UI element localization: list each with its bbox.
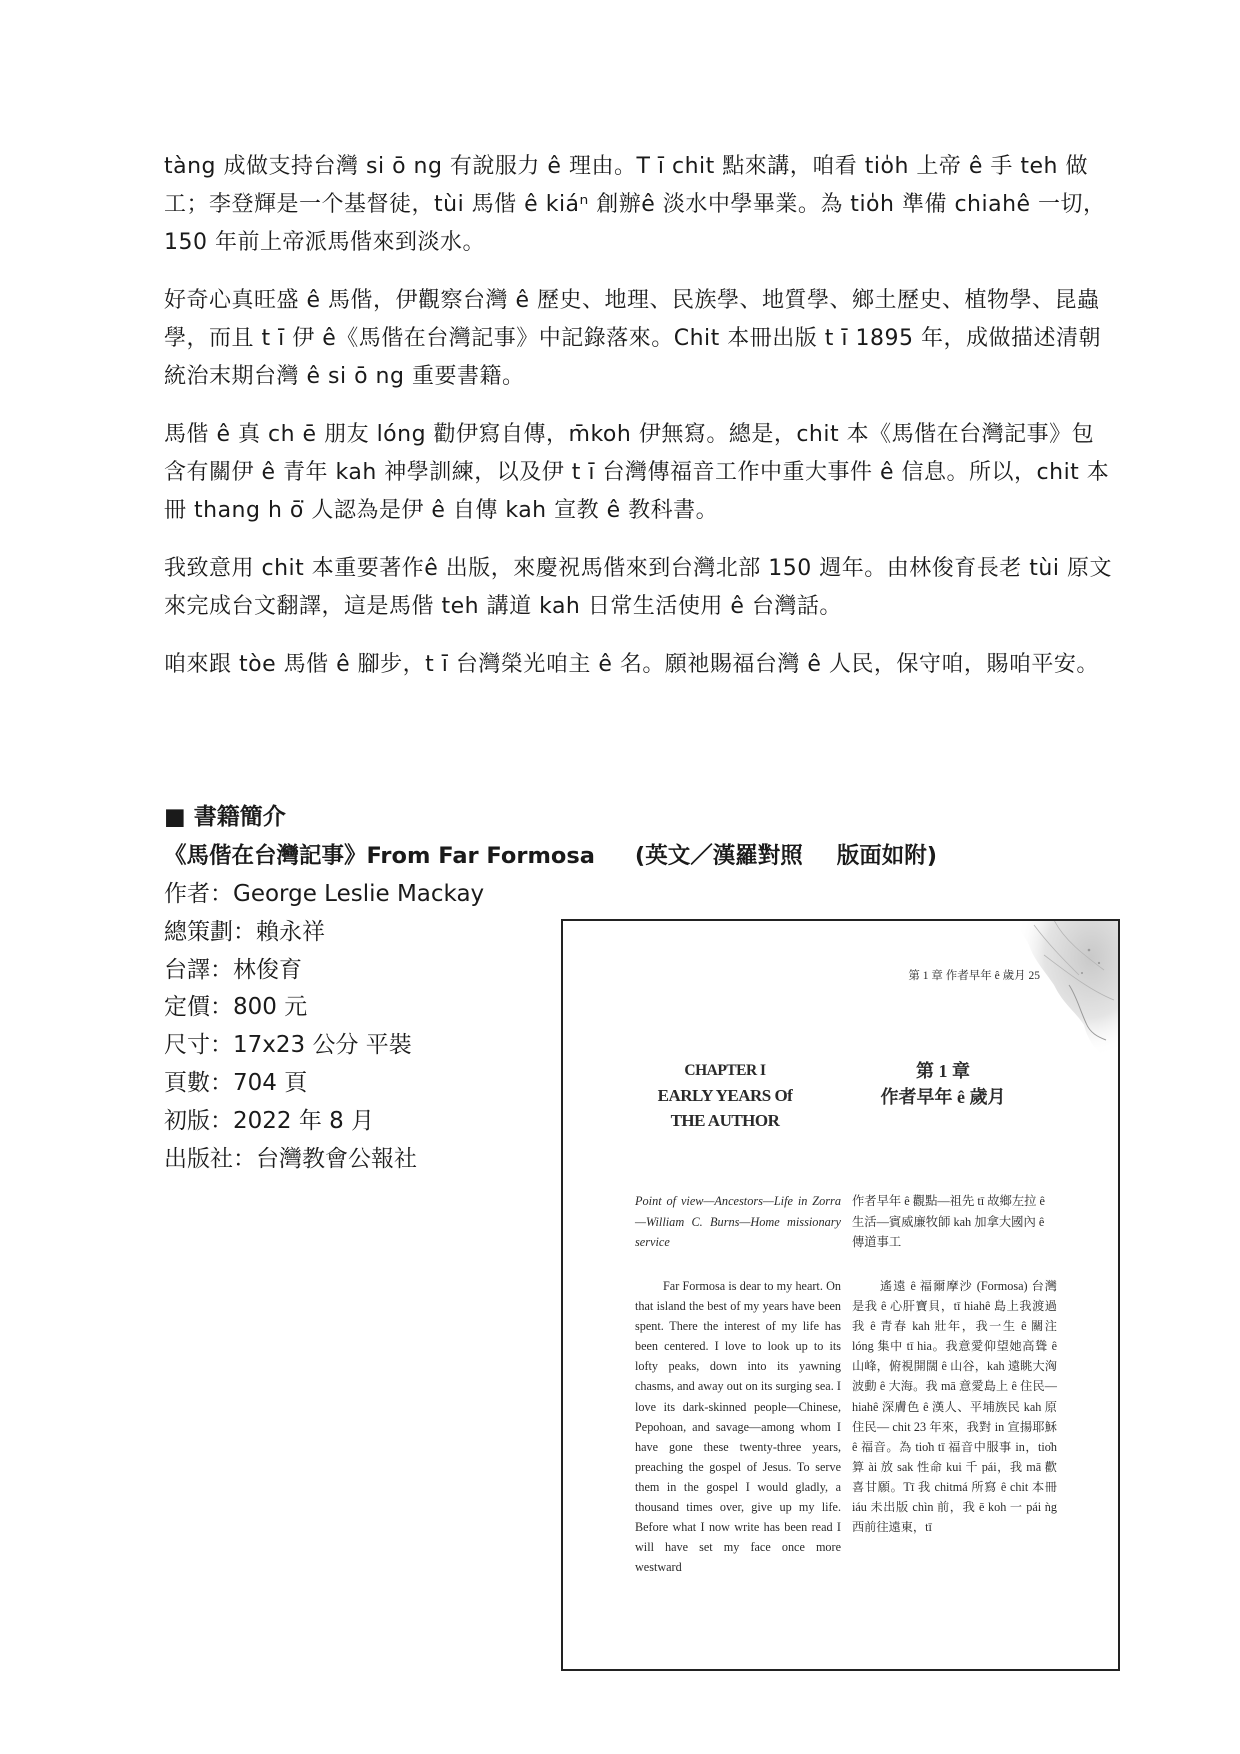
map-illustration	[994, 919, 1120, 1065]
running-head: 第 1 章 作者早年 ê 歲月 25	[908, 970, 1040, 982]
chapter-number-zh: 第 1 章	[916, 1061, 970, 1081]
paragraph: 我致意用 chit 本重要著作ê 出版，來慶祝馬偕來到台灣北部 150 週年。由林俊育長老 tùi 原文來完成台文翻譯，這是馬偕 teh 講道 kah 日常生活使用 ê 台灣話。	[164, 556, 1112, 619]
body-text-en	[635, 1276, 841, 1577]
info-pages: 頁數：704 頁	[164, 1069, 308, 1096]
paragraph: 咱來跟 tòe 馬偕 ê 腳步，t ī 台灣榮光咱主 ê 名。願祂賜福台灣 ê 人民，保守咱，賜咱平安。	[164, 652, 1099, 677]
chapter-title-zh: 作者早年 ê 歲月	[880, 1087, 1006, 1107]
paragraph: 馬偕 ê 真 ch ē 朋友 lóng 勸伊寫自傳，m̄koh 伊無寫。總是，chit 本《馬偕在台灣記事》包含有關伊 ê 青年 kah 神學訓練，以及伊 t ī 台灣傳福音工作中重大事件 ê 信息。所以，chit 本冊 thang h ō͘ 人認為是伊 ê 自傳 kah 宣教 ê 教科書。	[164, 422, 1110, 523]
paragraph: tàng 成做支持台灣 si ō ng 有說服力 ê 理由。T ī chit 點來講，咱看 tio̍h 上帝 ê 手 teh 做工；李登輝是一个基督徒，tùi 馬偕 ê kiáⁿ 創辦ê 淡水中學畢業。為 tio̍h 準備 chiahê 一切，150 年前上帝派馬偕來到淡水。	[164, 154, 1106, 255]
chapter-heading-zh	[863, 1058, 1023, 1110]
info-price: 定價：800 元	[164, 994, 308, 1021]
info-size: 尺寸：17x23 公分 平裝	[164, 1032, 412, 1059]
book-intro-heading: ■ 書籍簡介	[164, 804, 286, 830]
chapter-heading-en	[645, 1058, 805, 1133]
chapter-title-en-line1: EARLY YEARS Of	[657, 1086, 793, 1105]
book-title: 《馬偕在台灣記事》From Far Formosa	[164, 843, 595, 869]
info-publisher: 出版社：台灣教會公報社	[164, 1145, 417, 1172]
foreword-text	[164, 148, 1114, 704]
chapter-number-en: CHAPTER I	[684, 1062, 766, 1079]
chapter-summary-en: Point of view—Ancestors—Life in Zorra—William C. Burns—Home missionary service	[635, 1194, 841, 1249]
info-translator: 台譯：林俊育	[164, 956, 302, 983]
info-planner: 總策劃：賴永祥	[164, 918, 325, 945]
body-text-zh	[852, 1276, 1057, 1537]
edition-note: (英文／漢羅對照	[634, 843, 803, 869]
book-info-list	[164, 876, 484, 1178]
chapter-summary-zh: 作者早年 ê 觀點—祖先 tī 故鄉左拉 ê 生活—賓威廉牧師 kah 加拿大國內 ê 傳道事工	[852, 1194, 1045, 1249]
body-paragraph-zh: 遙遠 ê 福爾摩沙 (Formosa) 台灣是我 ê 心肝寶貝，tī hiahê 島上我渡過我 ê 青春 kah 壯年，我一生 ê 關注 lóng 集中 tī hia。我意愛仰望她高聳 ê 山峰，俯視開闊 ê 山谷，kah 遠眺大洶波動 ê 大海。我 mā 意愛島上 ê 住民— hiahê 深膚色 ê 漢人、平埔族民 kah 原住民— chit 23 年來，我對 in 宣揚耶穌 ê 福音。為 tio̍h tī 福音中服事 in，tio̍h 算 ài 放 sak 性命 kui 千 pái，我 mā 歡喜甘願。Tī 我 chitmá 所寫 ê chit 本冊 iáu 未出版 chìn 前，我 ē koh 一 pái ǹg 西前往遠東，tī	[852, 1279, 1057, 1535]
body-paragraph-en: Far Formosa is dear to my heart. On that island the best of my years have been spent. There the interest of my life has been centered. I love to look up to its lofty peaks, down into its yawning chasms, and away out on its surging sea. I love its dark-skinned people—Chinese, Pepohoan, and savage—among whom I have gone these twenty-three years, preaching the gospel of Jesus. To serve them in the gospel I would gladly, a thousand times over, give up my life. Before what I now write has been read I will have set my face once more westward	[635, 1279, 841, 1575]
info-author: 作者：George Leslie Mackay	[164, 881, 485, 907]
sample-page-preview	[561, 919, 1120, 1671]
layout-note: 版面如附)	[836, 843, 938, 869]
chapter-title-en-line2: THE AUTHOR	[670, 1111, 780, 1130]
info-first-edition: 初版：2022 年 8 月	[164, 1107, 375, 1134]
paragraph: 好奇心真旺盛 ê 馬偕，伊觀察台灣 ê 歷史、地理、民族學、地質學、鄉土歷史、植物學、昆蟲學，而且 t ī 伊 ê《馬偕在台灣記事》中記錄落來。Chit 本冊出版 t ī 1895 年，成做描述清朝統治末期台灣 ê si ō ng 重要書籍。	[164, 288, 1101, 389]
book-title-line	[164, 838, 937, 870]
